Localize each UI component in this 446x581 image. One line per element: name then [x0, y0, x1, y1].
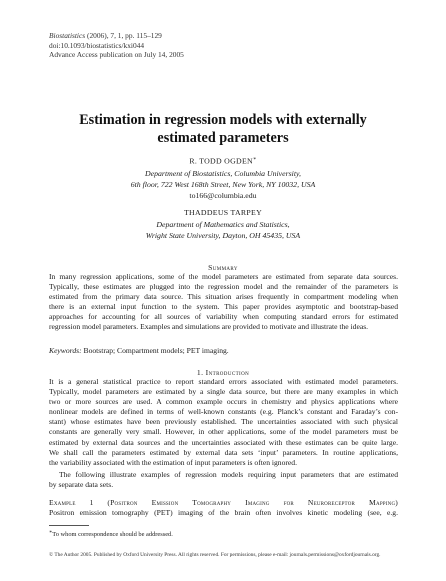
- example-1: [49, 498, 398, 518]
- intro-paragraph-1: [49, 377, 398, 468]
- abstract-line: approaches for accounting for all sources of variability when computing standard errors for estimated: [49, 312, 398, 322]
- paragraph-line: the variability associated with the estimation of input parameters is often ignored.: [49, 457, 297, 467]
- abstract-line: regression model parameters. Examples and simulations are provided to motivate and illustrate the ideas.: [49, 322, 369, 332]
- abstract-line: Typically, these estimates are plugged into the regression model and the remainder of the parameters is: [49, 282, 398, 292]
- section-heading-introduction: 1. Introduction: [196, 368, 250, 377]
- paragraph-line: It is a general statistical practice to report standard errors associated with estimated model parameters.: [49, 377, 398, 386]
- paragraph-line: estimated by external data sources and the uncertainties associated with these estimates can be quite large.: [49, 437, 398, 447]
- summary-heading: Summary: [208, 263, 238, 272]
- footnote-text: To whom correspondence should be addressed.: [52, 531, 173, 539]
- advance-access-line: Advance Access publication on July 14, 2005: [49, 50, 184, 60]
- author-2-affil-line-1: Department of Mathematics and Statistics,: [156, 220, 290, 229]
- copyright-notice: © The Author 2005. Published by Oxford University Press. All rights reserved. For permissions, please e-mail: journals.permissions@oxfordjournals.org.: [49, 552, 381, 558]
- abstract-line: estimated from the primary data source. This situation arises frequently in compartment modeling when: [49, 292, 398, 302]
- author-1-affil-line-2: 6th floor, 722 West 168th Street, New York, NY 10032, USA: [130, 180, 316, 189]
- doi-line: doi:10.1093/biostatistics/kxi044: [49, 40, 145, 50]
- paragraph-line: constants are generally very small. However, in other applications, some of the model parameters must be: [49, 427, 398, 437]
- paragraph-line: We shall call the parameters estimated by external data sets ‘input’ parameters. In routine applications,: [49, 447, 398, 457]
- paragraph-line: The following illustrate examples of regression models requiring input parameters that are estimated: [59, 470, 398, 479]
- footnote-marker: ∗: [49, 530, 53, 535]
- title-line-2: estimated parameters: [157, 130, 289, 146]
- paragraph-line: by separate data sets.: [49, 480, 114, 490]
- abstract: [49, 272, 398, 333]
- paper-title: [30, 111, 416, 147]
- keywords-text: Bootstrap; Compartment models; PET imaging.: [81, 346, 229, 355]
- title-line-1: Estimation in regression models with externally: [79, 112, 367, 128]
- paragraph-line: stant) whose estimates have been previously established. The uncertainties associated with such physical: [49, 417, 398, 427]
- example-1-label: Example 1: [49, 498, 94, 507]
- paragraph-line: Typically, model parameters are estimated by a single data source, but there are many examples in which: [49, 387, 398, 397]
- author-1-affiliation: [0, 168, 446, 190]
- footnote-rule: [49, 525, 89, 526]
- intro-paragraph-2: [49, 470, 398, 490]
- keywords: [49, 346, 229, 355]
- abstract-line: there is an external input function to the system. This paper provides asymptotic and bootstrap-based: [49, 302, 398, 312]
- example-1-title: (Positron Emission Tomography Imaging for Neuroreceptor Mapping): [107, 498, 398, 507]
- corresponding-marker: ∗: [252, 157, 257, 162]
- keywords-label: Keywords:: [49, 346, 82, 355]
- author-1-name: [0, 156, 446, 166]
- abstract-line: In many regression applications, some of the model parameters are estimated from separate data sources.: [49, 272, 398, 281]
- journal-header: [49, 31, 184, 60]
- paragraph-line: nonlinear models are defined in terms of well-known constants (e.g. Planck’s constant and Faraday’s con-: [49, 407, 398, 417]
- paragraph-line: two or more sources are used. A common example occurs in chemistry and physics applications where: [49, 397, 398, 407]
- citation-line: [49, 31, 184, 41]
- author-2-affiliation: [0, 219, 446, 241]
- author-1-name-text: R. TODD OGDEN: [189, 156, 253, 166]
- author-1-email: to166@columbia.edu: [189, 191, 257, 200]
- footnote: [49, 530, 173, 538]
- journal-name: Biostatistics: [49, 31, 86, 40]
- author-2-name: THADDEUS TARPEY: [183, 208, 263, 217]
- citation-details: (2006), 7, 1, pp. 115–129: [85, 31, 162, 40]
- example-1-text: Positron emission tomography (PET) imaging of the brain often involves kinetic modeling (see, e.g.: [49, 508, 398, 518]
- author-1-affil-line-1: Department of Biostatistics, Columbia University,: [145, 169, 301, 178]
- example-1-heading: [49, 498, 398, 508]
- author-2-affil-line-2: Wright State University, Dayton, OH 45435, USA: [145, 231, 301, 240]
